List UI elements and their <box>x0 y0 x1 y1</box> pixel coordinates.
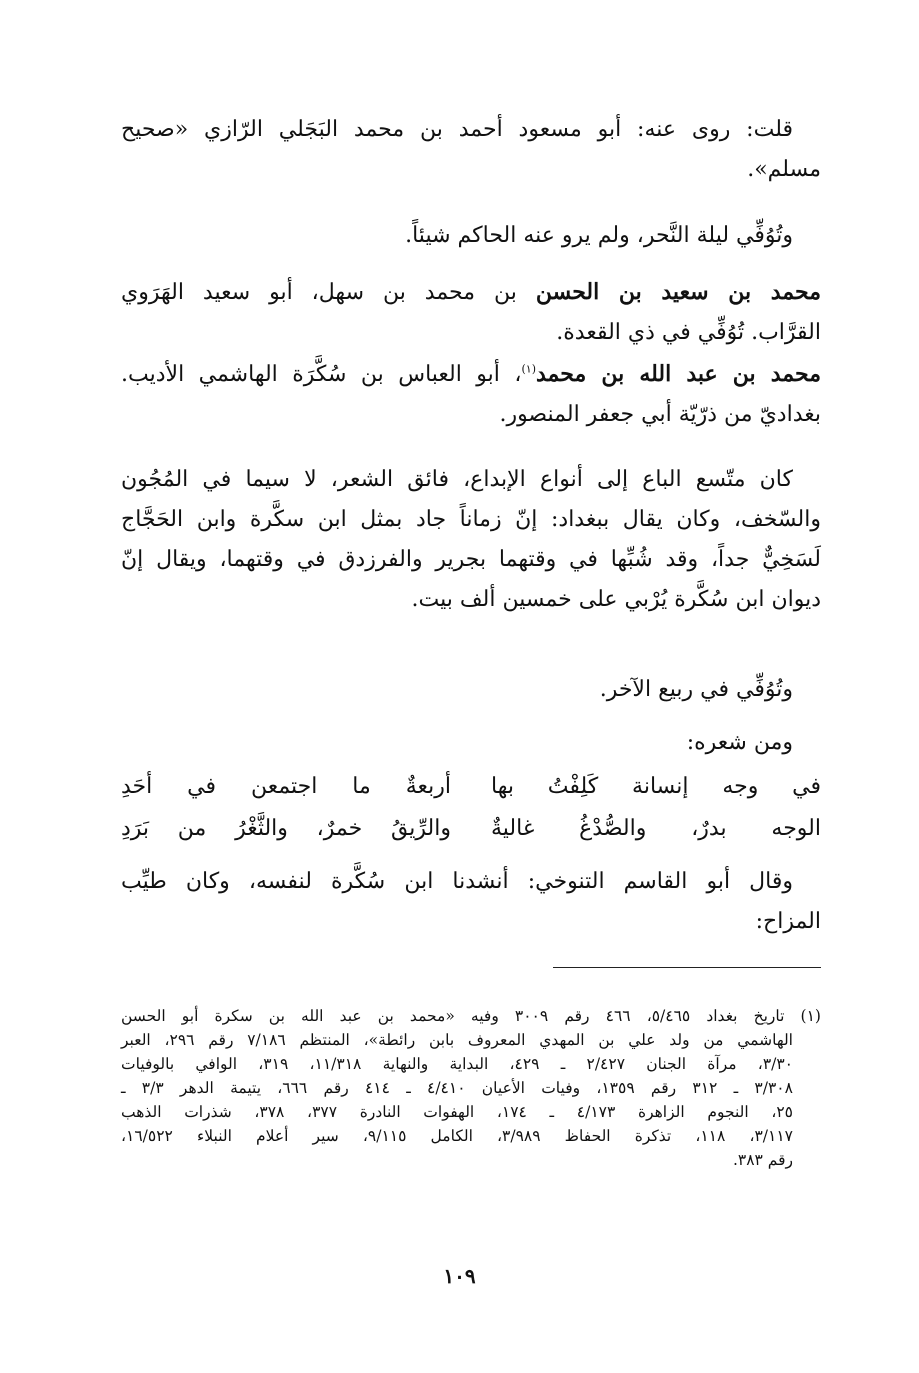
footnote-line: الهاشمي من ولد علي بن المهدي المعروف بابن رائطة»، المنتظم ٧/١٨٦ رقم ٢٩٦، العبر <box>121 1031 793 1049</box>
poem-hemistich: والرِّيقُ خمرٌ، والثَّغْرُ من بَرَدِ <box>121 816 451 841</box>
text-line: وقال أبو القاسم التنوخي: أنشدنا ابن سُكَّرة لنفسه، وكان طيِّب <box>121 869 793 894</box>
poetry-intro <box>121 723 821 763</box>
entry-name: محمد بن سعيد بن الحسن <box>535 279 821 305</box>
text-line: المزاح: <box>755 909 821 934</box>
footnote-line: ٣/٣٠، مرآة الجنان ٢/٤٢٧ ـ ٤٢٩، البداية والنهاية ١١/٣١٨، ٣١٩، الوافي بالوفيات <box>121 1055 794 1073</box>
text-line: وتُوُفِّي في ربيع الآخر. <box>599 677 793 702</box>
text-line: كان متّسع الباع إلى أنواع الإبداع، فائق الشعر، لا سيما في المُجُون <box>121 467 793 492</box>
poem-verse <box>121 766 821 808</box>
text-line <box>121 354 821 395</box>
footnote-marker: (١) <box>521 362 536 376</box>
footnote-number: (١) <box>800 1007 821 1025</box>
page-number: ١٠٩ <box>443 1264 476 1288</box>
text-line: ديوان ابن سُكَّرة يُرْبي على خمسين ألف بيت. <box>411 587 821 612</box>
text-line: مسلم». <box>747 157 821 182</box>
text-line: وتُوُفِّي ليلة النَّحر، ولم يرو عنه الحاكم شيئاً. <box>405 223 793 248</box>
footnote-line: ٢٥، النجوم الزاهرة ٤/١٧٣ ـ ١٧٤، الهفوات النادرة ٣٧٧، ٣٧٨، شذرات الذهب <box>121 1103 793 1121</box>
footnote-text: تاريخ بغداد ٥/٤٦٥، ٤٦٦ رقم ٣٠٠٩ وفيه «محمد بن عبد الله بن سكرة أبو الحسن <box>121 1007 785 1025</box>
biography-entry-ibn-sukkara <box>121 354 821 435</box>
poem-verse <box>121 808 821 850</box>
entry-name: محمد بن عبد الله بن محمد <box>535 361 822 387</box>
text-line: بغداديّ من ذرّيّة أبي جعفر المنصور. <box>499 402 821 427</box>
text-line: ومن شعره: <box>686 730 793 755</box>
entry-text: بن محمد بن سهل، أبو سعيد الهَرَوي <box>121 280 536 305</box>
footnote-line: رقم ٣٨٣. <box>732 1151 793 1169</box>
poem <box>121 766 821 850</box>
poem-hemistich: أربعةٌ ما اجتمعن في أحَدِ <box>121 774 451 799</box>
text-line: قلت: روى عنه: أبو مسعود أحمد بن محمد البَجَلي الرّازي «صحيح <box>121 117 793 142</box>
paragraph-tanukhi <box>121 862 821 942</box>
text-line: والسّخف، وكان يقال ببغداد: إنّ زماناً جاد بمثل ابن سكَّرة وابن الحَجَّاج <box>121 507 821 532</box>
entry-text: ، أبو العباس بن سُكَّرَة الهاشمي الأديب. <box>121 362 522 387</box>
paragraph-death-date <box>121 670 821 710</box>
footnote-separator <box>553 967 821 968</box>
paragraph-riwaya <box>121 110 821 190</box>
poem-hemistich: الوجه بدرٌ، والصُّدْغُ غاليةٌ <box>491 816 821 841</box>
footnote-line <box>121 1004 821 1028</box>
footnote-line: ٣/١١٧، ١١٨، تذكرة الحفاظ ٣/٩٨٩، الكامل ٩/١١٥، سير أعلام النبلاء ١٦/٥٢٢، <box>121 1127 793 1145</box>
text-line: لَسَخِيٌّ جداً، وقد شُبِّها في وقتهما بجرير والفرزدق في وقتهما، ويقال إنّ <box>121 547 821 572</box>
text-line <box>121 272 821 313</box>
poem-hemistich: في وجه إنسانة كَلِفْتُ بها <box>491 774 821 799</box>
footnote-line: ٣/٣٠٨ ـ ٣١٢ رقم ١٣٥٩، وفيات الأعيان ٤/٤١٠ ـ ٤١٤ رقم ٦٦٦، يتيمة الدهر ٣/٣ ـ <box>121 1079 793 1097</box>
text-line: القرَّاب. تُوُفِّي في ذي القعدة. <box>556 320 821 345</box>
biography-entry-harawi <box>121 272 821 353</box>
footnote <box>121 1004 821 1172</box>
paragraph-death-note <box>121 216 821 256</box>
paragraph-description <box>121 460 821 620</box>
